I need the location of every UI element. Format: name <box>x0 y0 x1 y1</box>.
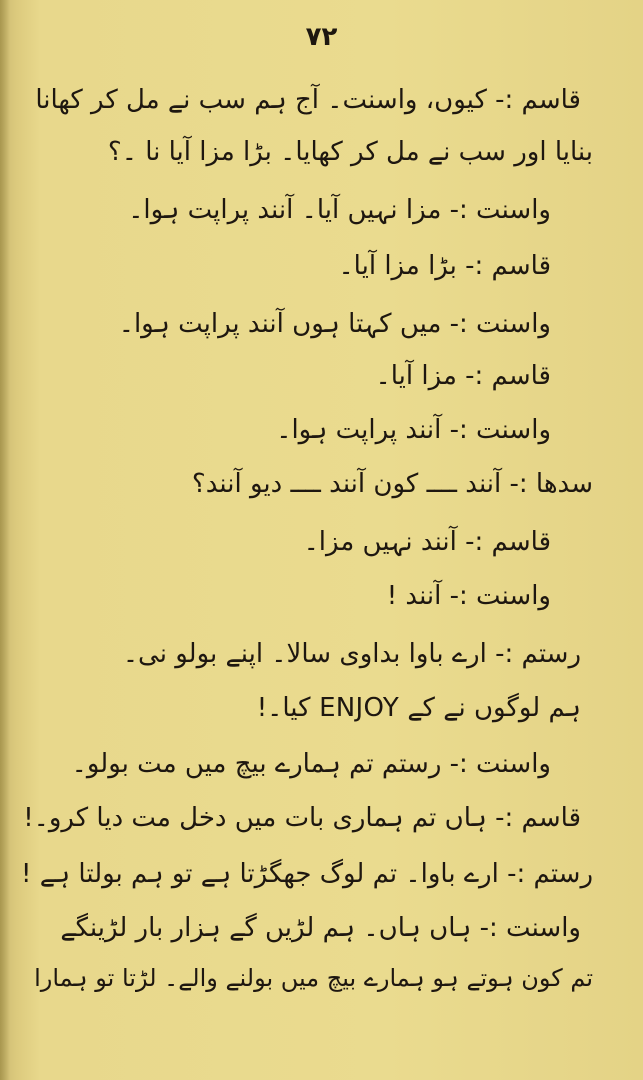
text-line-11: رستم :- ارے باوا بداوی سالا۔ اپنے بولو نی۔ <box>122 639 581 669</box>
text-line-5: واسنت :- میں کہتا ہوں آنند پراپت ہوا۔ <box>118 309 551 339</box>
text-line-1: قاسم :- کیوں، واسنت۔ آج ہم سب نے مل کر کھانا <box>35 85 581 115</box>
page-number: ۷۲ <box>305 22 338 52</box>
text-line-15: رستم :- ارے باوا۔ تم لوگ جھگڑتا ہے تو ہم بولتا ہے ! <box>21 859 593 889</box>
text-line-17: تم کون ہوتے ہو ہمارے بیچ میں بولنے والے۔ لڑتا تو ہمارا <box>34 964 593 992</box>
text-line-13: واسنت :- رستم تم ہمارے بیچ میں مت بولو۔ <box>71 749 551 779</box>
text-line-8: سدھا :- آنند ــــ کون آنند ــــ دیو آنند؟ <box>191 469 593 499</box>
text-line-16: واسنت :- ہاں ہاں۔ ہم لڑیں گے ہزار بار لڑینگے <box>60 913 581 943</box>
text-line-2: بنایا اور سب نے مل کر کھایا۔ بڑا مزا آیا نا ۔؟ <box>107 137 593 167</box>
text-line-14: قاسم :- ہاں تم ہماری بات میں دخل مت دیا کرو۔! <box>23 803 581 833</box>
text-line-4: قاسم :- بڑا مزا آیا۔ <box>338 251 551 281</box>
text-line-12: ہم لوگوں نے کے ENJOY کیا۔! <box>256 693 581 723</box>
text-line-9: قاسم :- آنند نہیں مزا۔ <box>303 527 551 557</box>
text-line-6: قاسم :- مزا آیا۔ <box>375 361 551 391</box>
text-line-3: واسنت :- مزا نہیں آیا۔ آنند پراپت ہوا۔ <box>128 195 551 225</box>
text-line-10: واسنت :- آنند ! <box>386 581 551 611</box>
text-line-7: واسنت :- آنند پراپت ہوا۔ <box>276 415 551 445</box>
